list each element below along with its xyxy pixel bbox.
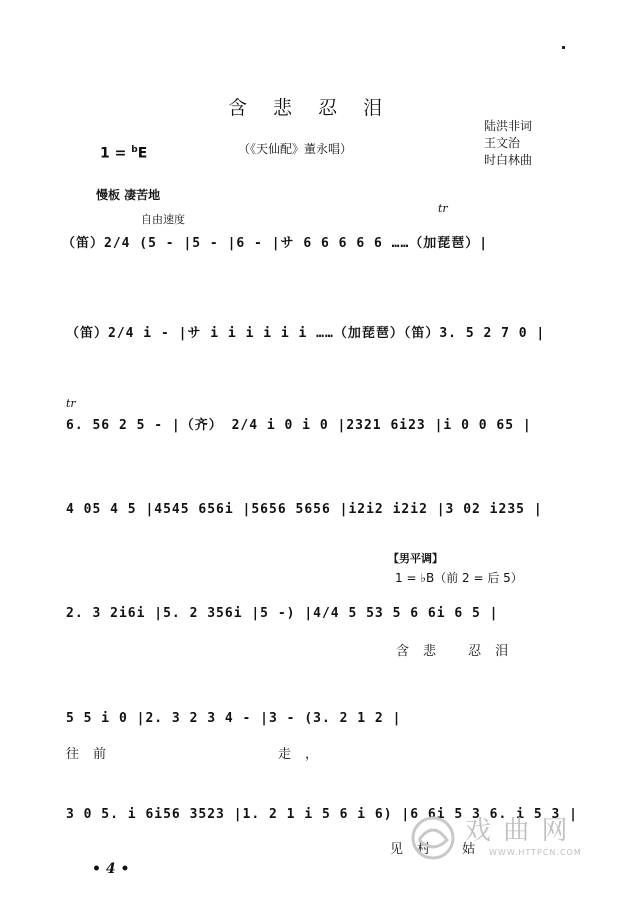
lyric-line-5: 含悲 忍泪 [396,644,523,659]
score-line-5: 2. 3 2i6i |5. 2 356i |5 -) |4/4 5 53 5 6 6i 6 5 | [66,606,499,621]
section-label: 【男平调】 [388,552,443,565]
score-line-6: 5 5 i 0 |2. 3 2 3 4 - |3 - (3. 2 1 2 | [66,711,402,726]
lyric-line-6a: 往前 [66,747,121,762]
key-prefix: 1 = [100,145,127,162]
lyric-line-7: 见村 姑 [390,842,490,857]
lyric-line-6b: 走， [278,747,333,762]
lyricist-credit: 陆洪非词 [484,119,533,133]
score-line-1: （笛）2/4 (5 - |5 - |6 - |サ 6 6 6 6 6 ……（加琵琶）| [62,236,489,251]
free-tempo-marking: 自由速度 [141,213,185,226]
corner-dot [562,46,565,49]
trill-mark-2: tr [66,397,76,410]
page-number: • 4 • [92,861,130,877]
watermark-url: WWW.HTTPCN.COM [489,848,582,857]
key-note: E [137,145,148,162]
song-title: 含 悲 忍 泪 [228,97,393,119]
tempo-marking: 慢板 凄苦地 [96,188,161,202]
score-line-4: 4 05 4 5 |4545 656i |5656 5656 |i2i2 i2i2 |3 02 i235 | [66,502,543,517]
key-signature [100,145,147,162]
score-line-2: （笛）2/4 i - |サ i i i i i i ……（加琵琶）（笛）3. 5 2 7 0 | [66,326,546,341]
subtitle: （《天仙配》董永唱） [238,142,353,156]
section-key: 1 = ♭B（前 2 = 后 5） [395,571,523,585]
watermark-logo-icon [405,810,461,866]
score-line-7: 3 0 5. i 6i56 3523 |1. 2 1 i 5 6 i 6) |6 6i 5 3 6. i 5 3 | [66,807,578,822]
credits [484,118,532,169]
trill-mark-1: tr [438,202,448,215]
score-line-3: 6. 56 2 5 - |（齐） 2/4 i 0 i 0 |2321 6i23 |i 0 0 65 | [66,418,532,433]
composer-credit-2: 时白林曲 [484,153,533,167]
composer-credit-1: 王文治 [484,136,521,150]
key-flat: b [131,145,138,155]
watermark-text: 戏 曲 网 [465,816,570,846]
